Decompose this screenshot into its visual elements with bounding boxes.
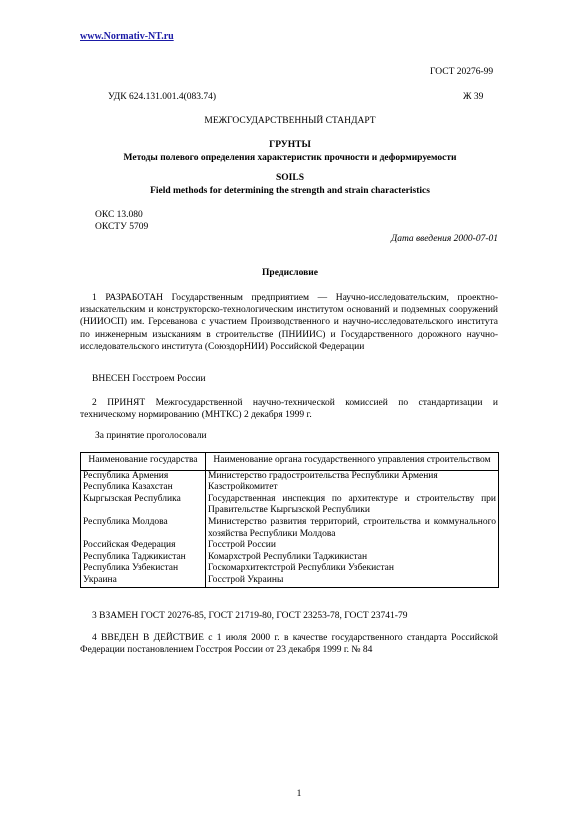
- title-en: SOILS: [276, 173, 304, 183]
- preface-paragraph-3: 3 ВЗАМЕН ГОСТ 20276-85, ГОСТ 21719-80, ГОСТ 23253-78, ГОСТ 23741-79: [92, 611, 408, 621]
- table-cell-authority: Госстрой Украины: [206, 575, 499, 587]
- group-code: Ж 39: [463, 92, 484, 102]
- table-cell-authority: Госстрой России: [206, 540, 499, 552]
- table-row: [81, 552, 499, 564]
- preface-heading: Предисловие: [262, 268, 318, 278]
- table-row: [81, 563, 499, 575]
- title-ru: ГРУНТЫ: [269, 140, 311, 150]
- intro-date: Дата введения 2000-07-01: [391, 234, 498, 244]
- site-link[interactable]: www.Normativ-NT.ru: [80, 31, 174, 42]
- states-table: [80, 452, 499, 588]
- standard-type: МЕЖГОСУДАРСТВЕННЫЙ СТАНДАРТ: [204, 116, 376, 126]
- voted-label: За принятие проголосовали: [95, 431, 207, 441]
- table-row: [81, 494, 499, 517]
- subtitle-ru: Методы полевого определения характеристик прочности и деформируемости: [123, 153, 457, 163]
- table-row: [81, 540, 499, 552]
- table-cell-state: Республика Узбекистан: [81, 563, 206, 575]
- oks-code: ОКС 13.080: [95, 210, 143, 220]
- table-cell-authority: Госкомархитектстрой Республики Узбекистан: [206, 563, 499, 575]
- table-cell-authority: Государственная инспекция по архитектуре и строительству при Правительстве Кыргызской Республики: [206, 494, 499, 517]
- okstu-code: ОКСТУ 5709: [95, 222, 149, 232]
- table-cell-state: Кыргызская Республика: [81, 494, 206, 517]
- table-cell-authority: Казстройкомитет: [206, 482, 499, 494]
- column-header-state: Наименование государства: [81, 453, 206, 471]
- table-cell-state: Украина: [81, 575, 206, 587]
- table-cell-state: Республика Армения: [81, 470, 206, 482]
- preface-paragraph-2: 2 ПРИНЯТ Межгосударственной научно-технической комиссией по стандартизации и техническому нормированию (МНТКС) 2 декабря 1999 г.: [80, 398, 498, 421]
- column-header-authority: Наименование органа государственного управления строительством: [206, 453, 499, 471]
- table-row: [81, 482, 499, 494]
- table-row: [81, 470, 499, 482]
- table-row: [81, 517, 499, 540]
- subtitle-en: Field methods for determining the strength and strain characteristics: [150, 186, 430, 196]
- table-cell-authority: Министерство развития территорий, строительства и коммунального хозяйства Республики Молдова: [206, 517, 499, 540]
- preface-vnesen: ВНЕСЕН Госстроем России: [92, 374, 206, 384]
- table-cell-state: Республика Казахстан: [81, 482, 206, 494]
- preface-paragraph-4: 4 ВВЕДЕН В ДЕЙСТВИЕ с 1 июля 2000 г. в качестве государственного стандарта Российской Федерации постановлением Госстроя России от 23 декабря 1999 г. № 84: [80, 633, 498, 656]
- table-header-row: [81, 453, 499, 471]
- table-cell-state: Российская Федерация: [81, 540, 206, 552]
- table-cell-state: Республика Молдова: [81, 517, 206, 540]
- table-cell-state: Республика Таджикистан: [81, 552, 206, 564]
- udk-code: УДК 624.131.001.4(083.74): [108, 92, 217, 102]
- table-cell-authority: Комархстрой Республики Таджикистан: [206, 552, 499, 564]
- table-row: [81, 575, 499, 587]
- table-cell-authority: Министерство градостроительства Республики Армения: [206, 470, 499, 482]
- gost-code: ГОСТ 20276-99: [430, 67, 494, 77]
- preface-paragraph-1: 1 РАЗРАБОТАН Государственным предприятием — Научно-исследовательским, проектно-изыскательским и конструкторско-технологическим институтом оснований и подземных сооружений (НИИОСП) им. Герсеванова с участием Производственного и научно-исследовательского института по инженерным изысканиям в строительстве (ПНИИИС) и Государственного дорожного научно-исследовательского института (СоюздорНИИ) Российской Федерации: [80, 293, 498, 352]
- page-number: 1: [296, 789, 302, 799]
